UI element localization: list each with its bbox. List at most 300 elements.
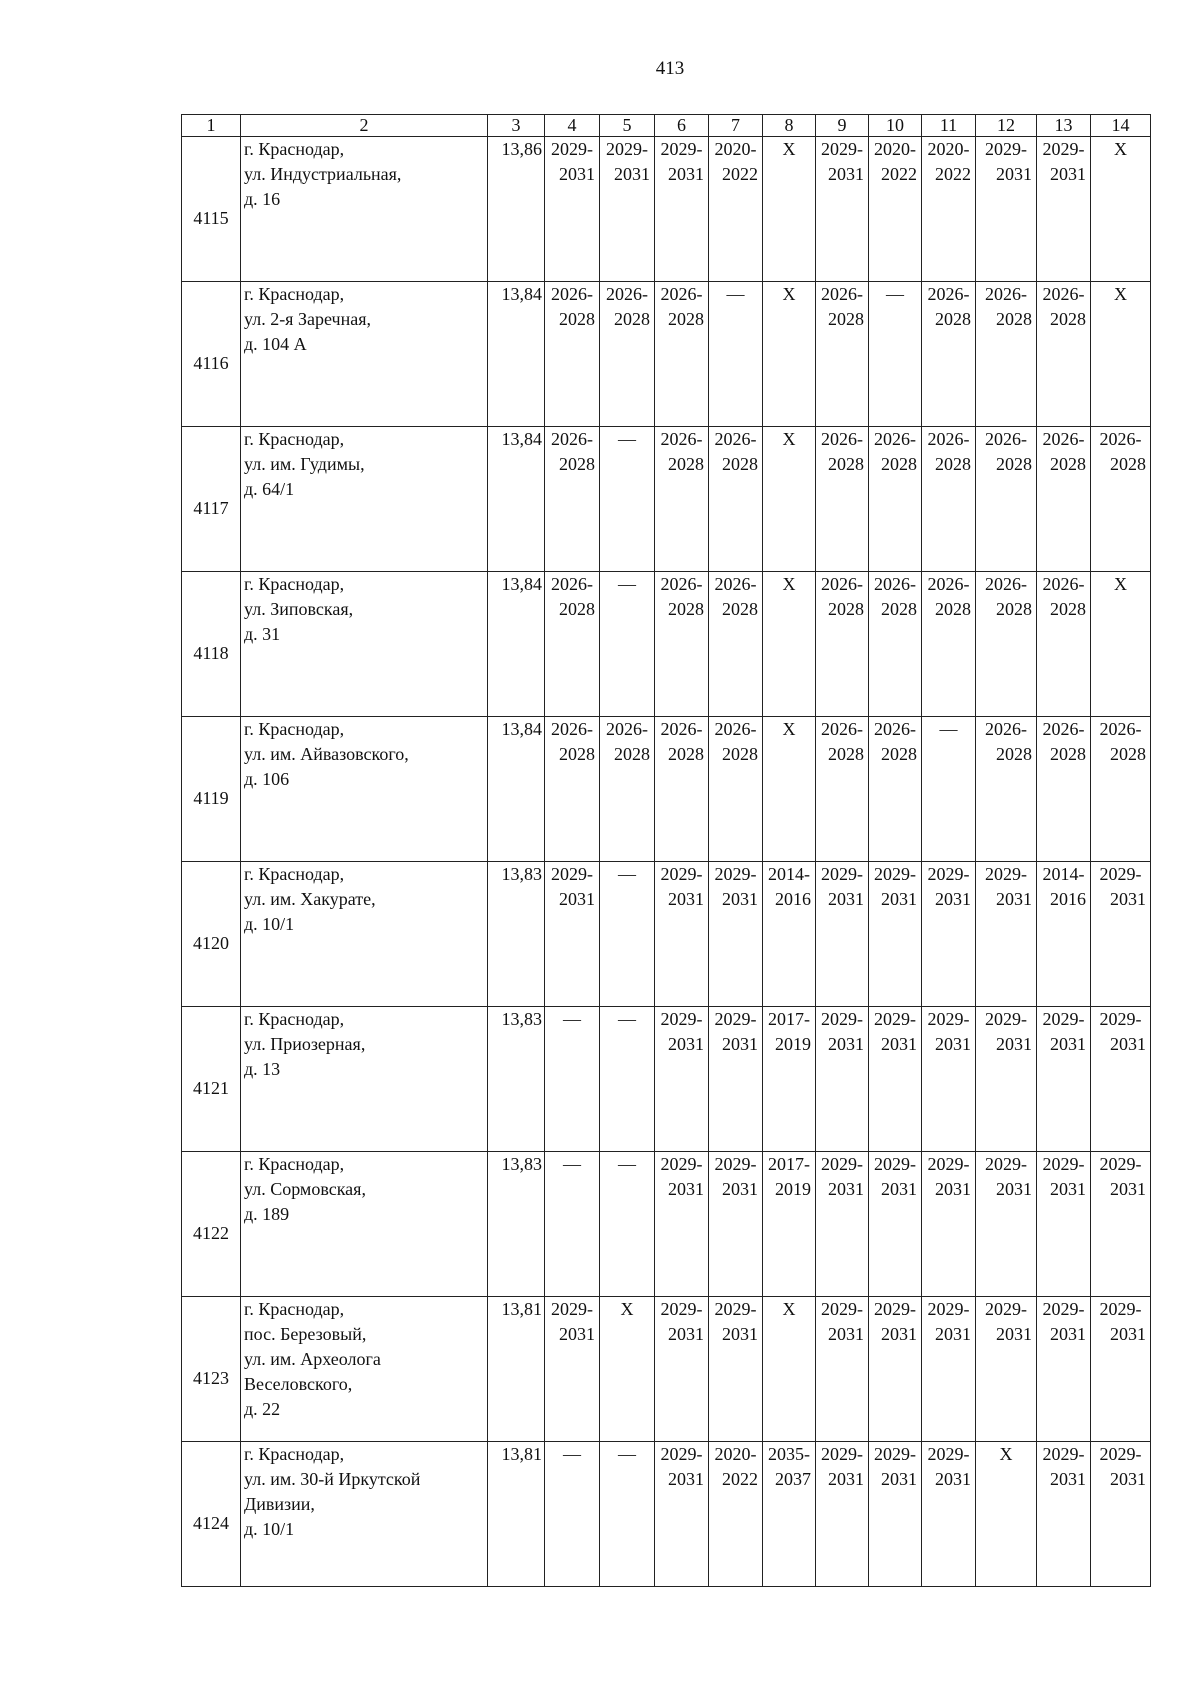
table-row <box>182 282 1151 427</box>
period-start: Х <box>1114 574 1127 594</box>
period-start: 2020- <box>874 139 916 159</box>
period-end: 2031 <box>668 1469 704 1489</box>
period-start: 2029- <box>1099 864 1142 884</box>
period-end: 2028 <box>828 599 864 619</box>
address-line: ул. 2-я Заречная, <box>244 309 371 329</box>
column-header: 6 <box>655 115 709 137</box>
period-end: 2031 <box>668 1179 704 1199</box>
address-cell <box>241 862 488 1007</box>
period-end: 2031 <box>935 1469 971 1489</box>
period-start: 2026- <box>551 284 593 304</box>
period-cell <box>1091 1007 1151 1152</box>
period-end: 2031 <box>881 1324 917 1344</box>
period-start: 2026- <box>874 719 916 739</box>
period-end: 2028 <box>559 744 595 764</box>
period-start: — <box>618 1154 636 1174</box>
address-line: г. Краснодар, <box>244 139 345 159</box>
period-start: 2029- <box>551 864 593 884</box>
period-cell <box>1091 427 1151 572</box>
address-cell <box>241 1297 488 1442</box>
period-cell <box>763 427 816 572</box>
period-start: 2029- <box>606 139 648 159</box>
period-start: 2029- <box>927 1154 970 1174</box>
period-start: 2029- <box>985 1009 1027 1029</box>
period-cell <box>816 282 869 427</box>
period-start: 2029- <box>821 1154 863 1174</box>
column-header: 5 <box>600 115 655 137</box>
area-cell: 13,84 <box>488 572 545 717</box>
period-cell <box>922 1152 976 1297</box>
period-start: 2026- <box>821 429 863 449</box>
period-cell <box>545 1007 600 1152</box>
period-cell <box>763 862 816 1007</box>
period-end: 2031 <box>1050 1324 1086 1344</box>
period-start: 2026- <box>985 574 1027 594</box>
address-line: д. 106 <box>244 769 290 789</box>
column-header: 14 <box>1091 115 1151 137</box>
period-end: 2031 <box>668 164 704 184</box>
address-line: г. Краснодар, <box>244 719 345 739</box>
period-cell <box>600 862 655 1007</box>
period-end: 2031 <box>828 1179 864 1199</box>
period-start: 2026- <box>714 429 757 449</box>
period-cell <box>1037 1152 1091 1297</box>
period-cell <box>1037 282 1091 427</box>
period-start: 2029- <box>1099 1444 1142 1464</box>
period-cell <box>763 717 816 862</box>
period-start: Х <box>999 1444 1013 1464</box>
period-cell <box>1091 862 1151 1007</box>
period-start: 2026- <box>1042 719 1085 739</box>
period-end: 2016 <box>1050 889 1086 909</box>
period-cell <box>600 137 655 282</box>
period-end: 2028 <box>668 744 704 764</box>
period-end: 2028 <box>668 599 704 619</box>
period-cell <box>1091 1297 1151 1442</box>
area-cell: 13,84 <box>488 717 545 862</box>
period-cell <box>763 1442 816 1587</box>
period-end: 2022 <box>722 164 758 184</box>
period-cell <box>976 862 1037 1007</box>
period-end: 2031 <box>1110 1179 1146 1199</box>
address-line: г. Краснодар, <box>244 1154 345 1174</box>
period-start: — <box>618 574 636 594</box>
period-end: 2028 <box>881 454 917 474</box>
period-cell <box>922 862 976 1007</box>
period-cell <box>816 1442 869 1587</box>
address-cell <box>241 1152 488 1297</box>
period-end: 2022 <box>935 164 971 184</box>
period-start: 2029- <box>551 139 593 159</box>
period-start: 2026- <box>985 429 1027 449</box>
period-start: — <box>726 284 745 304</box>
period-cell <box>763 137 816 282</box>
period-end: 2031 <box>1110 1034 1146 1054</box>
period-start: 2029- <box>714 864 757 884</box>
period-cell <box>709 282 763 427</box>
period-cell <box>655 717 709 862</box>
column-header: 3 <box>488 115 545 137</box>
period-start: 2029- <box>714 1009 757 1029</box>
area-cell: 13,83 <box>488 1007 545 1152</box>
period-start: 2026- <box>874 574 916 594</box>
period-cell <box>922 1007 976 1152</box>
period-cell <box>1091 282 1151 427</box>
period-end: 2028 <box>996 599 1032 619</box>
period-start: 2026- <box>660 719 703 739</box>
column-header: 8 <box>763 115 816 137</box>
period-start: 2029- <box>551 1299 593 1319</box>
period-start: 2029- <box>660 1299 703 1319</box>
column-header: 2 <box>241 115 488 137</box>
period-cell <box>600 572 655 717</box>
period-start: 2017- <box>768 1154 810 1174</box>
address-line: ул. им. Археолога <box>244 1349 381 1369</box>
table-row <box>182 1007 1151 1152</box>
period-start: 2026- <box>606 719 648 739</box>
period-end: 2031 <box>996 1324 1032 1344</box>
period-end: 2031 <box>935 889 971 909</box>
period-end: 2031 <box>828 1034 864 1054</box>
address-cell <box>241 1007 488 1152</box>
table-body <box>182 137 1151 1587</box>
period-cell <box>976 427 1037 572</box>
period-end: 2028 <box>559 454 595 474</box>
area-cell: 13,84 <box>488 427 545 572</box>
address-cell <box>241 1442 488 1587</box>
column-header: 9 <box>816 115 869 137</box>
period-end: 2028 <box>935 309 971 329</box>
period-start: 2026- <box>874 429 916 449</box>
address-line: ул. Индустриальная, <box>244 164 402 184</box>
table-row <box>182 717 1151 862</box>
period-end: 2028 <box>1050 309 1086 329</box>
address-line: д. 104 А <box>244 334 307 354</box>
period-cell <box>600 1007 655 1152</box>
table-row <box>182 137 1151 282</box>
period-end: 2031 <box>722 1324 758 1344</box>
period-start: 2029- <box>874 1009 916 1029</box>
row-number: 4118 <box>182 572 241 717</box>
period-end: 2031 <box>935 1179 971 1199</box>
period-cell <box>922 137 976 282</box>
period-cell <box>816 862 869 1007</box>
address-line: д. 64/1 <box>244 479 295 499</box>
period-start: 2029- <box>1099 1009 1142 1029</box>
period-cell <box>1037 427 1091 572</box>
period-end: 2031 <box>996 164 1032 184</box>
period-cell <box>1091 572 1151 717</box>
period-end: 2028 <box>935 599 971 619</box>
period-cell <box>1091 1152 1151 1297</box>
address-line: д. 22 <box>244 1399 281 1419</box>
period-cell <box>976 1007 1037 1152</box>
period-cell <box>545 572 600 717</box>
period-end: 2016 <box>775 889 811 909</box>
period-start: 2014- <box>768 864 810 884</box>
period-end: 2031 <box>1050 1034 1086 1054</box>
period-cell <box>709 427 763 572</box>
period-end: 2031 <box>1050 1179 1086 1199</box>
period-cell <box>869 137 922 282</box>
area-cell: 13,81 <box>488 1297 545 1442</box>
period-cell <box>869 1442 922 1587</box>
column-header: 12 <box>976 115 1037 137</box>
period-end: 2019 <box>775 1179 811 1199</box>
period-cell <box>655 862 709 1007</box>
period-cell <box>709 1152 763 1297</box>
period-cell <box>922 1297 976 1442</box>
address-line: ул. им. Гудимы, <box>244 454 365 474</box>
period-cell <box>976 137 1037 282</box>
period-end: 2022 <box>722 1469 758 1489</box>
period-end: 2028 <box>935 454 971 474</box>
period-start: 2026- <box>1099 719 1142 739</box>
period-cell <box>545 282 600 427</box>
period-end: 2031 <box>722 1034 758 1054</box>
period-cell <box>709 1007 763 1152</box>
period-cell <box>869 1152 922 1297</box>
period-start: 2026- <box>821 284 863 304</box>
period-start: 2035- <box>768 1444 810 1464</box>
table-row <box>182 1297 1151 1442</box>
housing-register-table <box>181 114 1151 1587</box>
period-start: 2014- <box>1042 864 1085 884</box>
period-cell <box>600 1442 655 1587</box>
period-start: — <box>563 1154 581 1174</box>
period-start: 2026- <box>551 574 593 594</box>
period-end: 2031 <box>722 1179 758 1199</box>
period-cell <box>1037 137 1091 282</box>
period-start: Х <box>1114 139 1127 159</box>
period-cell <box>709 1442 763 1587</box>
period-start: 2026- <box>985 719 1027 739</box>
period-cell <box>709 1297 763 1442</box>
column-header: 10 <box>869 115 922 137</box>
period-end: 2028 <box>881 599 917 619</box>
period-end: 2028 <box>559 309 595 329</box>
period-end: 2028 <box>1050 454 1086 474</box>
period-end: 2028 <box>881 744 917 764</box>
address-line: д. 10/1 <box>244 1519 295 1539</box>
period-cell <box>869 862 922 1007</box>
table-row <box>182 427 1151 572</box>
period-end: 2031 <box>828 889 864 909</box>
address-line: г. Краснодар, <box>244 574 345 594</box>
period-start: — <box>618 1009 636 1029</box>
period-cell <box>976 1442 1037 1587</box>
period-start: — <box>886 284 904 304</box>
table-row <box>182 862 1151 1007</box>
period-end: 2031 <box>1110 1469 1146 1489</box>
period-cell <box>1091 717 1151 862</box>
period-start: 2029- <box>660 1009 703 1029</box>
address-line: ул. Приозерная, <box>244 1034 366 1054</box>
period-cell <box>869 1297 922 1442</box>
address-line: д. 16 <box>244 189 281 209</box>
period-start: 2029- <box>660 139 703 159</box>
period-cell <box>763 1007 816 1152</box>
period-end: 2028 <box>1050 599 1086 619</box>
period-end: 2031 <box>996 889 1032 909</box>
period-end: 2031 <box>828 164 864 184</box>
address-line: г. Краснодар, <box>244 284 345 304</box>
address-line: ул. им. Хакурате, <box>244 889 376 909</box>
address-line: д. 189 <box>244 1204 290 1224</box>
column-header: 13 <box>1037 115 1091 137</box>
address-cell <box>241 717 488 862</box>
period-cell <box>545 137 600 282</box>
period-cell <box>976 1152 1037 1297</box>
period-cell <box>655 1152 709 1297</box>
period-cell <box>709 572 763 717</box>
area-cell: 13,86 <box>488 137 545 282</box>
period-cell <box>922 572 976 717</box>
area-cell: 13,83 <box>488 862 545 1007</box>
period-start: 2026- <box>1042 284 1085 304</box>
period-end: 2028 <box>1110 744 1146 764</box>
period-end: 2031 <box>668 889 704 909</box>
table-row <box>182 572 1151 717</box>
period-end: 2028 <box>668 309 704 329</box>
period-start: 2026- <box>1042 574 1085 594</box>
period-cell <box>709 862 763 1007</box>
column-header: 7 <box>709 115 763 137</box>
period-start: 2029- <box>660 864 703 884</box>
period-start: 2029- <box>821 1299 863 1319</box>
period-end: 2031 <box>996 1034 1032 1054</box>
period-start: 2020- <box>927 139 970 159</box>
period-start: 2029- <box>874 1444 916 1464</box>
period-end: 2028 <box>559 599 595 619</box>
period-start: 2029- <box>985 864 1027 884</box>
period-end: 2031 <box>614 164 650 184</box>
period-end: 2028 <box>614 309 650 329</box>
period-cell <box>976 572 1037 717</box>
period-start: Х <box>782 284 796 304</box>
period-start: 2029- <box>1042 139 1085 159</box>
period-cell <box>600 717 655 862</box>
period-start: — <box>563 1009 581 1029</box>
period-cell <box>655 137 709 282</box>
period-cell <box>600 282 655 427</box>
period-start: 2029- <box>1042 1299 1085 1319</box>
row-number: 4115 <box>182 137 241 282</box>
period-end: 2037 <box>775 1469 811 1489</box>
period-start: 2029- <box>1099 1299 1142 1319</box>
period-end: 2028 <box>828 309 864 329</box>
row-number: 4117 <box>182 427 241 572</box>
period-cell <box>763 1297 816 1442</box>
period-start: 2029- <box>821 1009 863 1029</box>
period-cell <box>655 1007 709 1152</box>
period-cell <box>545 427 600 572</box>
period-cell <box>655 1442 709 1587</box>
period-start: 2029- <box>985 139 1027 159</box>
period-end: 2028 <box>722 744 758 764</box>
period-cell <box>1037 1442 1091 1587</box>
period-start: 2026- <box>985 284 1027 304</box>
column-header: 4 <box>545 115 600 137</box>
period-cell <box>869 1007 922 1152</box>
period-start: 2026- <box>660 284 703 304</box>
address-line: г. Краснодар, <box>244 1009 345 1029</box>
address-cell <box>241 572 488 717</box>
period-cell <box>763 572 816 717</box>
period-start: 2029- <box>1099 1154 1142 1174</box>
period-start: 2017- <box>768 1009 810 1029</box>
period-cell <box>545 1442 600 1587</box>
period-cell <box>816 1007 869 1152</box>
period-start: Х <box>782 719 796 739</box>
period-start: 2029- <box>927 864 970 884</box>
row-number: 4116 <box>182 282 241 427</box>
address-line: пос. Березовый, <box>244 1324 367 1344</box>
period-start: 2026- <box>551 429 593 449</box>
period-end: 2028 <box>1110 454 1146 474</box>
period-start: 2029- <box>985 1154 1027 1174</box>
address-line: ул. Зиповская, <box>244 599 354 619</box>
period-end: 2031 <box>881 1469 917 1489</box>
period-cell <box>1037 1297 1091 1442</box>
row-number: 4121 <box>182 1007 241 1152</box>
period-end: 2028 <box>828 744 864 764</box>
address-cell <box>241 137 488 282</box>
period-start: 2029- <box>821 1444 863 1464</box>
period-end: 2031 <box>828 1324 864 1344</box>
period-end: 2028 <box>1050 744 1086 764</box>
period-start: Х <box>782 139 796 159</box>
period-cell <box>922 282 976 427</box>
period-start: Х <box>620 1299 634 1319</box>
period-end: 2028 <box>722 454 758 474</box>
period-start: 2026- <box>714 719 757 739</box>
period-start: 2020- <box>714 1444 757 1464</box>
period-start: 2026- <box>821 574 863 594</box>
period-start: 2029- <box>1042 1154 1085 1174</box>
period-end: 2031 <box>668 1324 704 1344</box>
period-start: 2029- <box>660 1444 703 1464</box>
period-cell <box>976 717 1037 862</box>
period-cell <box>816 1152 869 1297</box>
area-cell: 13,81 <box>488 1442 545 1587</box>
period-cell <box>869 282 922 427</box>
period-cell <box>816 137 869 282</box>
row-number: 4119 <box>182 717 241 862</box>
period-start: Х <box>782 1299 796 1319</box>
period-start: 2026- <box>927 284 970 304</box>
row-number: 4123 <box>182 1297 241 1442</box>
page-number: 413 <box>655 58 685 79</box>
period-start: 2026- <box>1042 429 1085 449</box>
address-line: д. 13 <box>244 1059 281 1079</box>
period-start: Х <box>1114 284 1127 304</box>
period-cell <box>600 427 655 572</box>
period-cell <box>816 572 869 717</box>
period-start: 2029- <box>927 1009 970 1029</box>
period-cell <box>600 1297 655 1442</box>
period-start: 2029- <box>1042 1444 1085 1464</box>
period-start: — <box>563 1444 581 1464</box>
period-cell <box>816 427 869 572</box>
period-end: 2031 <box>881 1034 917 1054</box>
address-line: г. Краснодар, <box>244 864 345 884</box>
period-cell <box>976 282 1037 427</box>
column-number-row <box>182 115 1151 137</box>
period-start: 2026- <box>821 719 863 739</box>
period-end: 2022 <box>881 164 917 184</box>
period-cell <box>1037 572 1091 717</box>
